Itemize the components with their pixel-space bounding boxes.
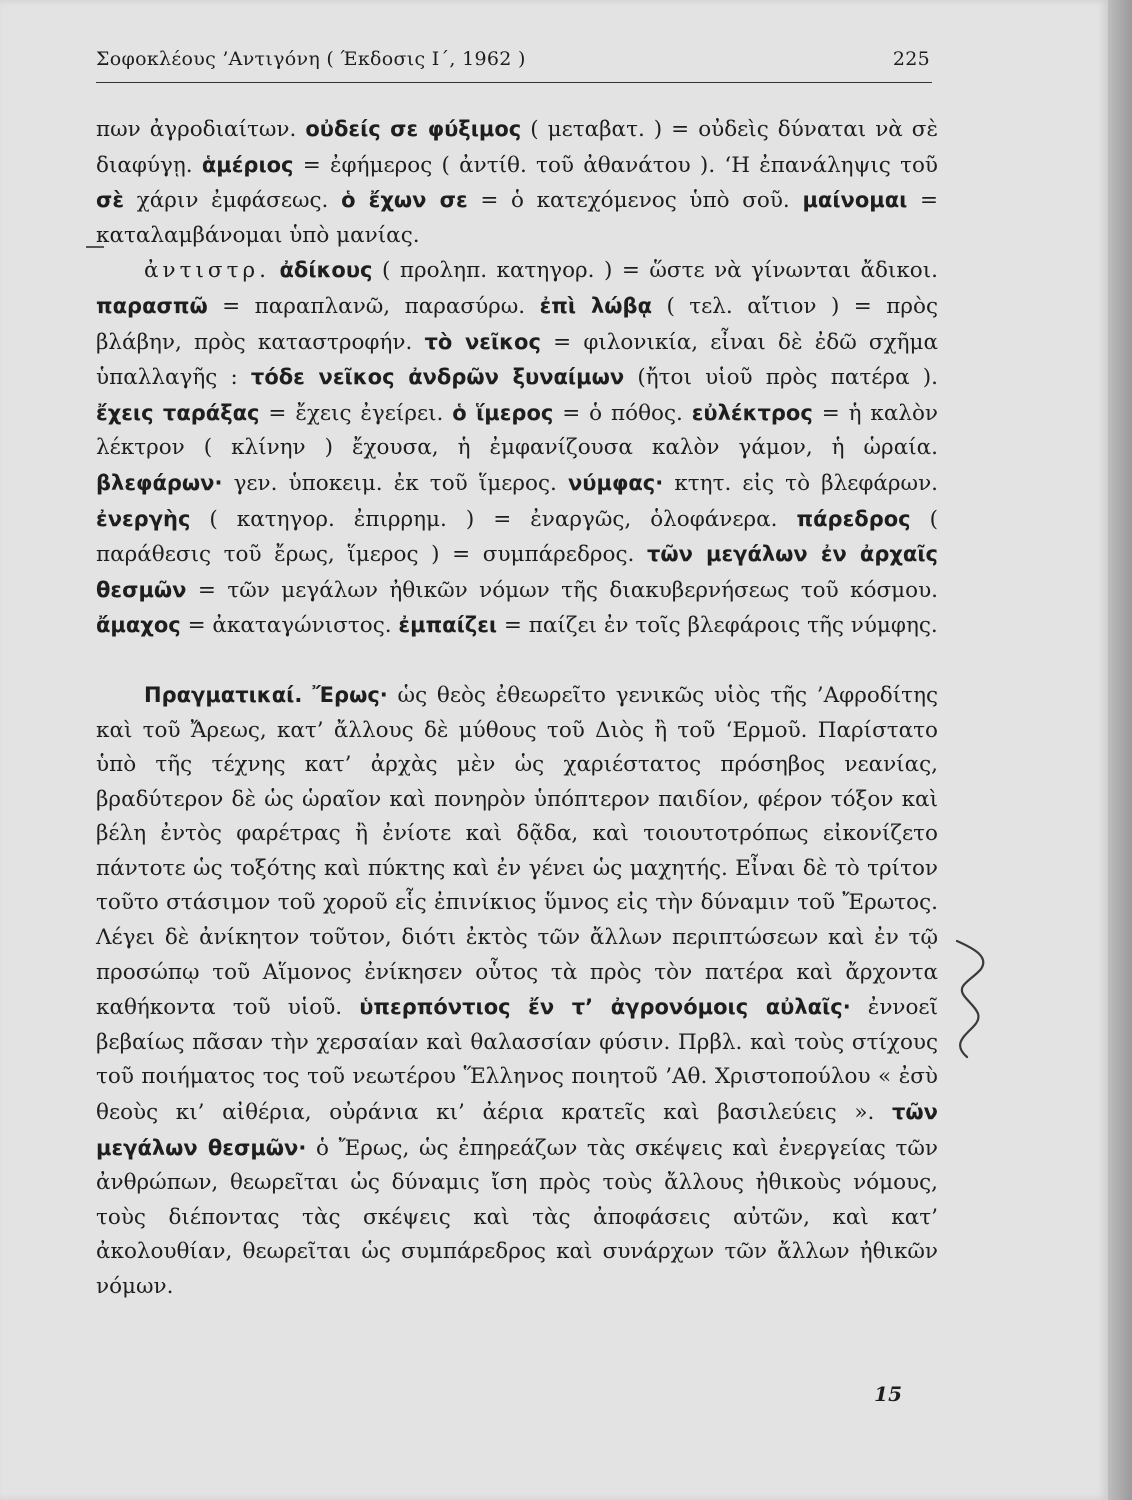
lemma-term: Πραγματικαί. Ἔρως· bbox=[144, 682, 388, 707]
lemma-term: εὐλέκτρος bbox=[691, 400, 813, 425]
lemma-term: ἀδίκους bbox=[279, 258, 373, 283]
lemma-term: ἄμαχος bbox=[96, 613, 181, 638]
page-edge bbox=[1108, 0, 1132, 1500]
lemma-term: παρασπῶ bbox=[96, 293, 208, 318]
commentary-text: = ἡ καλὸν λέκτρον ( κλίνην ) ἔχουσα, ἡ ἐμφανίζουσα καλὸν γάμον, ἡ ὡραία. bbox=[96, 400, 938, 461]
lemma-term: ὑπερπόντιος ἔν τ’ ἀγρονόμοις αὐλαῖς· bbox=[359, 995, 851, 1020]
handwritten-squiggle-mark bbox=[945, 935, 995, 1065]
lemma-term: ἐπὶ λώβᾳ bbox=[539, 293, 652, 318]
lemma-term: ἔχεις ταράξας bbox=[96, 400, 260, 425]
commentary-text: ἐννοεῖ βεβαίως πᾶσαν τὴν χερσαίαν καὶ θαλασσίαν φύσιν. Πρβλ. καὶ τοὺς στίχους τοῦ ποιήματος τος τοῦ νεωτέρου Ἕλληνος ποιητοῦ ’Αθ. Χριστοπούλου « ἐσὺ θεοὺς κι’ αἰθέρια, οὐράνια κι’ ἀέρια κρατεῖς καὶ βασιλεύεις ». bbox=[96, 995, 938, 1126]
commentary-text: ( παράθεσις τοῦ ἔρως, ἵμερος ) = συμπάρεδρος. bbox=[96, 506, 938, 568]
commentary-text: ( μεταβατ. ) = οὐδεὶς δύναται νὰ σὲ διαφύγῃ. bbox=[96, 117, 938, 178]
lemma-term: βλεφάρων· bbox=[96, 470, 223, 495]
lemma-term: οὐδείς σε φύξιμος bbox=[305, 117, 522, 141]
page-number: 225 bbox=[892, 48, 930, 70]
commentary-text: γεν. ὑποκειμ. ἐκ τοῦ ἵμερος. bbox=[222, 470, 568, 496]
commentary-text: = φιλονικία, εἶναι δὲ ἐδῶ σχῆμα ὑπαλλαγῆς : bbox=[96, 329, 938, 391]
commentary-text: ( προληπ. κατηγορ. ) = ὥστε νὰ γίνωνται ἄδικοι. bbox=[372, 258, 938, 284]
commentary-text: χάριν ἐμφάσεως. bbox=[124, 188, 342, 214]
lemma-term: νύμφας· bbox=[568, 470, 664, 495]
lemma-term: σὲ bbox=[96, 188, 125, 213]
lemma-term: ἐμπαίζει bbox=[398, 613, 498, 638]
paragraph-pragmatikai bbox=[96, 678, 938, 1305]
commentary-text: = καταλαμβάνομαι ὑπὸ μανίας. bbox=[96, 188, 939, 248]
commentary-text: = παραπλανῶ, παρασύρω. bbox=[207, 293, 540, 319]
commentary-text: ( κατηγορ. ἐπιρρημ. ) = ἐναργῶς, ὁλοφάνερα. bbox=[190, 506, 797, 532]
commentary-text: = ἐφήμερος ( ἀντίθ. τοῦ ἀθανάτου ). ‘Η ἐπανάληψις τοῦ bbox=[293, 152, 938, 178]
commentary-text: = ὁ πόθος. bbox=[553, 400, 692, 426]
running-title: Σοφοκλέους ’Αντιγόνη ( Έκδοσις Ι΄, 1962 ) bbox=[96, 48, 526, 70]
commentary-text: ὡς θεὸς ἐθεωρεῖτο γενικῶς υἱὸς τῆς ’Αφροδίτης καὶ τοῦ Ἄρεως, κατ’ ἄλλους δὲ μύθους τοῦ Διὸς ἢ τοῦ ‘Ερμοῦ. Παρίστατο ὑπὸ τῆς τέχνης κατ’ ἀρχὰς μὲν ὡς χαριέστατος πρόσηβος νεανίας, βραδύτερον δὲ ὡς ὡραῖον καὶ πονηρὸν ὑπόπτερον παιδίον, φέρον τόξον καὶ βέλη ἐντὸς φαρέτρας ἢ ἐνίοτε καὶ δᾷδα, καὶ τοιουτοτρόπως εἰκονίζετο πάντοτε ὡς τοξότης καὶ πύκτης καὶ ἐν γένει ὡς μαχητής. Εἶναι δὲ τὸ τρίτον τοῦτο στάσιμον τοῦ χοροῦ εἷς ἐπινίκιος ὕμνος εἰς τὴν δύναμιν τοῦ Ἔρωτος. Λέγει δὲ ἀνίκητον τοῦτον, διότι ἐκτὸς τῶν ἄλλων περιπτώσεων καὶ ἐν τῷ προσώπῳ τοῦ Αἵμονος ἐνίκησεν οὗτος τὰ πρὸς τὸν πατέρα καὶ ἄρχοντα καθήκοντα τοῦ υἱοῦ. bbox=[96, 682, 938, 1021]
commentary-text: ὁ Ἔρως, ὡς ἐπηρεάζων τὰς σκέψεις καὶ ἐνεργείας τῶν ἀνθρώπων, θεωρεῖται ὡς δύναμις ἴση πρὸς τοὺς ἄλλους ἠθικοὺς νόμους, τοὺς διέποντας τὰς σκέψεις καὶ τὰς ἀποφάσεις αὐτῶν, καὶ κατ’ ἀκολουθίαν, θεωρεῖται ὡς συμπάρεδρος καὶ συνάρχων τῶν ἄλλων ἠθικῶν νόμων. bbox=[96, 1135, 938, 1299]
commentary-text: = παίζει ἐν τοῖς βλεφάροις τῆς νύμφης. bbox=[497, 613, 938, 639]
commentary-text: = ἔχεις ἐγείρει. bbox=[259, 400, 453, 426]
lemma-term: ὁ ἵμερος bbox=[452, 400, 554, 425]
lemma-term: πάρεδρος bbox=[796, 506, 911, 531]
paragraph-antistrophe bbox=[96, 253, 938, 644]
lemma-term: ἁμέριος bbox=[201, 152, 294, 177]
lemma-term: τὸ νεῖκος bbox=[424, 329, 541, 354]
commentary-text: κτητ. εἰς τὸ βλεφάρων. bbox=[663, 470, 938, 496]
lemma-term: ἐνεργὴς bbox=[96, 506, 191, 531]
commentary-text: (ἤτοι υἱοῦ πρὸς πατέρα ). bbox=[624, 365, 939, 391]
commentary-text: ( τελ. αἴτιον ) = πρὸς βλάβην, πρὸς καταστροφήν. bbox=[96, 293, 938, 355]
commentary-text: πων ἀγροδιαίτων. bbox=[96, 117, 306, 142]
lemma-term: ὁ ἔχων σε bbox=[341, 188, 468, 213]
paragraph-continuation bbox=[96, 112, 938, 253]
lemma-term: μαίνομαι bbox=[802, 188, 908, 213]
commentary-text: = ὁ κατεχόμενος ὑπὸ σοῦ. bbox=[467, 188, 803, 214]
running-header bbox=[96, 42, 932, 83]
signature-folio-number: 15 bbox=[874, 1382, 902, 1406]
lemma-term: τῶν μεγάλων θεσμῶν· bbox=[96, 1100, 938, 1160]
lemma-term: τῶν μεγάλων ἐν ἀρχαῖς θεσμῶν bbox=[96, 542, 938, 602]
commentary-text: = ἀκαταγώνιστος. bbox=[180, 613, 399, 639]
section-marker: ἀντιστρ. bbox=[144, 258, 270, 284]
lemma-term: τόδε νεῖκος ἀνδρῶν ξυναίμων bbox=[250, 365, 625, 390]
commentary-text: = τῶν μεγάλων ἠθικῶν νόμων τῆς διακυβερνήσεως τοῦ κόσμου. bbox=[186, 577, 938, 603]
body-text bbox=[96, 112, 938, 1305]
